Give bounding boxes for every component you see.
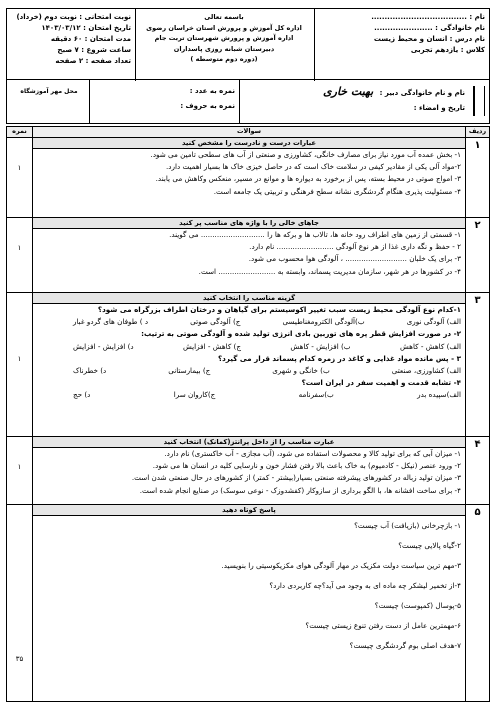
signature-row xyxy=(6,80,490,124)
score-box: نمره به عدد : نمره به حروف : xyxy=(89,80,239,124)
class-line: کلاس : یازدهم تجربی xyxy=(410,46,485,54)
exam-header xyxy=(6,8,490,80)
question-row: ۵ پاسخ کوتاه دهید ۱- بازچرخانی (بازیافت) آب چیست؟ ۲-گیاه پالایی چیست؟ ۳-مهم ترین سیاست دولت مکزیک در مهار آلودگی هوای مکزیکوسیتی را بنویسید. ۴-از تخمیر لیشکر چه ماده ای به وجود می آید؟چه کاربردی دارد؟ ۵-پوسال (کمپوست) چیست؟ ۶-مهمترین عامل از دست رفتن تنوع زیستی چیست؟ ۷-هدف اصلی بوم گردشگری چیست؟ ۳۵ xyxy=(7,505,490,702)
stamp-box: محل مهر آموزشگاه xyxy=(20,88,78,95)
question-row: ۲ جاهای خالی را با واژه های مناسب پر کنید ۱- قسمتی از زمین های اطراف رود خانه ها، تالاب ها و برکه ها را ............................ می گویند. ۲ - حفظ و نگه داری غذا از هر نوع آلودگی ......................... نام دارد. ۳- برای یک خلبان ........................... ، آلودگی هوا محسوب می شود. ۴- در کشورها در هر شهر، سازمان مدیریت پسماند، وابسته به ......................... است. ۱ xyxy=(7,218,490,293)
section-title: گزینه مناسب را انتخاب کنید xyxy=(33,293,465,304)
school-info: باسمه تعالی اداره کل آموزش و پرورش استان خراسان رضوی اداره آموزش و پرورش شهرستان تربت جام دبیرستان شبانه روزی پاسداران (دوره دوم متوسطه ) xyxy=(146,13,302,63)
student-info xyxy=(314,9,489,81)
teacher-box: نام و نام خانوادگی دبیر : بهبت خاری تاریخ و امضاء : xyxy=(239,80,489,124)
course-line: نام درس : انسان و محیط زیست xyxy=(373,35,485,43)
options-row: الف)سپیده بدر ب)سفرنامه ج)کاروان سرا د) حج xyxy=(73,390,461,400)
section-title: عبارت مناسب را از داخل پرانتز(کمانک) انتخاب کنید xyxy=(33,437,465,448)
options-row: الف) آلودگی نوری ب)آلودگی الکترومغناطیسی ج) آلودگی صوتی د ) طوفان های گردو غبار xyxy=(73,317,461,327)
student-family-line: نام خانوادگی : ...................... xyxy=(374,24,485,32)
logo-icon xyxy=(473,86,485,116)
exam-info: نوبت امتحانی : نوبت دوم (خرداد) تاریخ امتحان : ۱۴۰۳/۰۳/۱۲ مدت امتحان : ۶۰ دقیقه ساعت شروع : ۷ صبح تعداد صفحه : ۲ صفحه xyxy=(7,9,136,81)
question-row: ۴ عبارت مناسب را از داخل پرانتز(کمانک) انتخاب کنید ۱- میزان آبی که برای تولید کالا و محصولات استفاده می شود، (آب مجازی - آب خاکستری) نام دارد. ۲- ورود عنصر (نیکل - کادمیوم) به خاک باعث بالا رفتن فشار خون و نارسایی کلیه در انسان ها می شود. ۳- میزان تولید زباله در کشورهای پیشرفته صنعتی بسیار(بیشتر - کمتر) از کشورهای در حال صنعتی شدن است. ۴- برای ساخت افشانه ها، با الگو برداری از سازوکار (کفشدوزک - نوعی سوسک) در صنایع انجام شده است. ۱ xyxy=(7,437,490,505)
table-header-row: ردیف سوالات نمره xyxy=(7,127,490,138)
section-title: عبارات درست و نادرست را مشخص کنید xyxy=(33,138,465,149)
teacher-signature: بهبت خاری xyxy=(323,85,374,98)
exam-page xyxy=(6,8,490,696)
question-row: ۱ عبارات درست و نادرست را مشخص کنید ۱- بخش عمده آب مورد نیاز برای مصارف خانگی، کشاورزی و صنعتی از آب های سطحی تامین می شود. ۲-مواد آلی یکی از مقادیر کیفی در سلامت خاک است که در حاصل خیزی خاک ها بسیار اهمیت دارد. ۳- امواج صوتی در محیط بسته، پس از برخورد به دیواره ها و موانع در مسیر، منعکس وکاهش می یابند. ۴- مسئولیت پذیری هنگام گردشگری نشانه سطح فرهنگی و تربیتی یک جامعه است. ۱ xyxy=(7,138,490,218)
student-name-line: نام : .................................... xyxy=(371,13,485,21)
question-row: ۳ گزینه مناسب را انتخاب کنید ۱-کدام نوع آلودگی محیط زیست سبب تغییر اکوسیستم برای گیاهان و درختان اطراف بزرگراه می شود؟ الف) آلودگی نوری ب)آلودگی الکترومغناطیسی ج) آلودگی صوتی د ) طوفان های گردو غبار ۲- در صورت افزایش قطر پره های توربین بادی انرژی تولید شده و آلودگی صوتی به ترتیب: الف) کاهش - کاهش ب) افزایش - کاهش ج) کاهش - افزایش د) افزایش - افزایش ۳ - پس مانده مواد غذایی و کاغذ در زمره کدام پسماند قرار می گیرد؟ الف) کشاورزی، صنعتی ب) خانگی و شهری ج) بیمارستانی د) خطرناک ۴- تشابه قدمت و اهمیت سفر در ایران است؟ الف)سپیده بدر ب)سفرنامه ج)کاروان سرا د) حج ۱ xyxy=(7,293,490,437)
section-title: پاسخ کوتاه دهید xyxy=(33,505,465,516)
options-row: الف) کشاورزی، صنعتی ب) خانگی و شهری ج) بیمارستانی د) خطرناک xyxy=(73,366,461,376)
questions-table xyxy=(6,126,490,702)
options-row: الف) کاهش - کاهش ب) افزایش - کاهش ج) کاهش - افزایش د) افزایش - افزایش xyxy=(73,341,461,351)
section-title: جاهای خالی را با واژه های مناسب پر کنید xyxy=(33,218,465,229)
